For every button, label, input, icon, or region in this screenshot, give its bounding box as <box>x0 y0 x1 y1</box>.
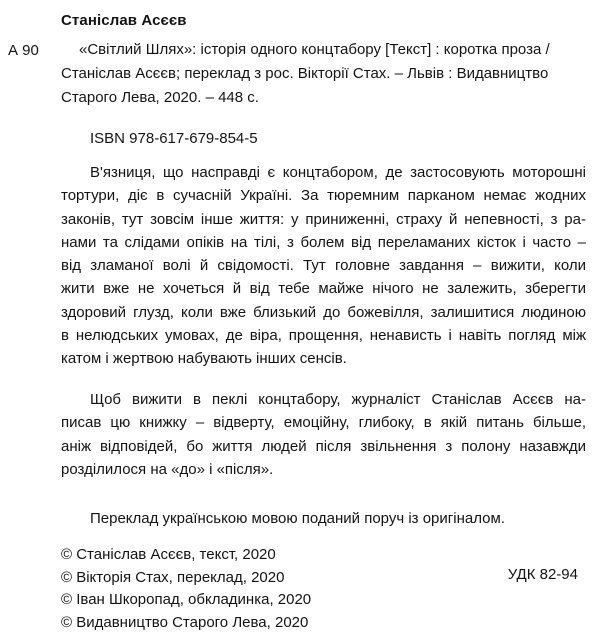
text-line: розділилося на «до» і «після». <box>61 460 274 478</box>
annotation-paragraph-1 <box>61 161 586 371</box>
udk-code: УДК 82-94 <box>507 566 578 583</box>
text-line: жити вже не хочеться й від тебе майже нічого не залежить, зберегти <box>61 280 586 298</box>
annotation-paragraph-2 <box>61 388 586 481</box>
text-line: здоровий глузд, коли вже близький до божевілля, залишитися людиною <box>61 303 586 321</box>
text-line: писав цю книжку – відверту, емоційну, глибоку, в якій питань більше, <box>61 414 586 432</box>
author-heading: Станіслав Асєєв <box>61 12 187 29</box>
text-line: від зламаної волі й свідомості. Тут головне завдання – вижити, коли <box>61 257 586 275</box>
text-line: нами та слідами опіків на тілі, з болем від переламаних кісток і часто – <box>61 233 586 251</box>
isbn: ISBN 978-617-679-854-5 <box>90 130 258 147</box>
text-line: Щоб вижити в пеклі концтабору, журналіст Станіслав Асєєв на- <box>90 391 586 408</box>
biblio-line: «Світлий Шлях»: історія одного концтабору [Текст] : коротка проза / <box>79 41 550 58</box>
copyright-line: © Станіслав Асєєв, текст, 2020 <box>61 546 276 563</box>
text-line: тортури, діє в сучасній Україні. За тюремним парканом немає жодних <box>61 187 586 205</box>
copyright-line: © Вікторія Стах, переклад, 2020 <box>61 568 285 586</box>
copyright-line: © Іван Шкоропад, обкладинка, 2020 <box>61 591 312 609</box>
translation-note: Переклад українською мовою поданий поруч із оригіналом. <box>90 510 505 527</box>
author-index-code: А 90 <box>8 42 39 59</box>
text-line: В'язниця, що насправді є концтабором, де застосовують моторошні <box>90 164 586 181</box>
text-line: в нелюдських умовах, де віра, прощення, ненависть і навіть погляд між <box>61 327 586 345</box>
copyright-list <box>61 544 311 635</box>
copyright-line: © Видавництво Старого Лева, 2020 <box>61 614 309 632</box>
text-line: законів, тут зовсім інше життя: у приниженні, страху й непевності, з ра- <box>61 210 586 228</box>
text-line: катом і жертвою набувають інших сенсів. <box>61 350 347 368</box>
bibliographic-description <box>61 38 591 110</box>
text-line: аніж відповідей, бо життя людей після звільнення з полону назавжди <box>61 437 586 455</box>
biblio-line: Старого Лева, 2020. – 448 с. <box>61 89 259 106</box>
biblio-line: Станіслав Асєєв; переклад з рос. Вікторії Стах. – Львів : Видавництво <box>61 65 549 82</box>
